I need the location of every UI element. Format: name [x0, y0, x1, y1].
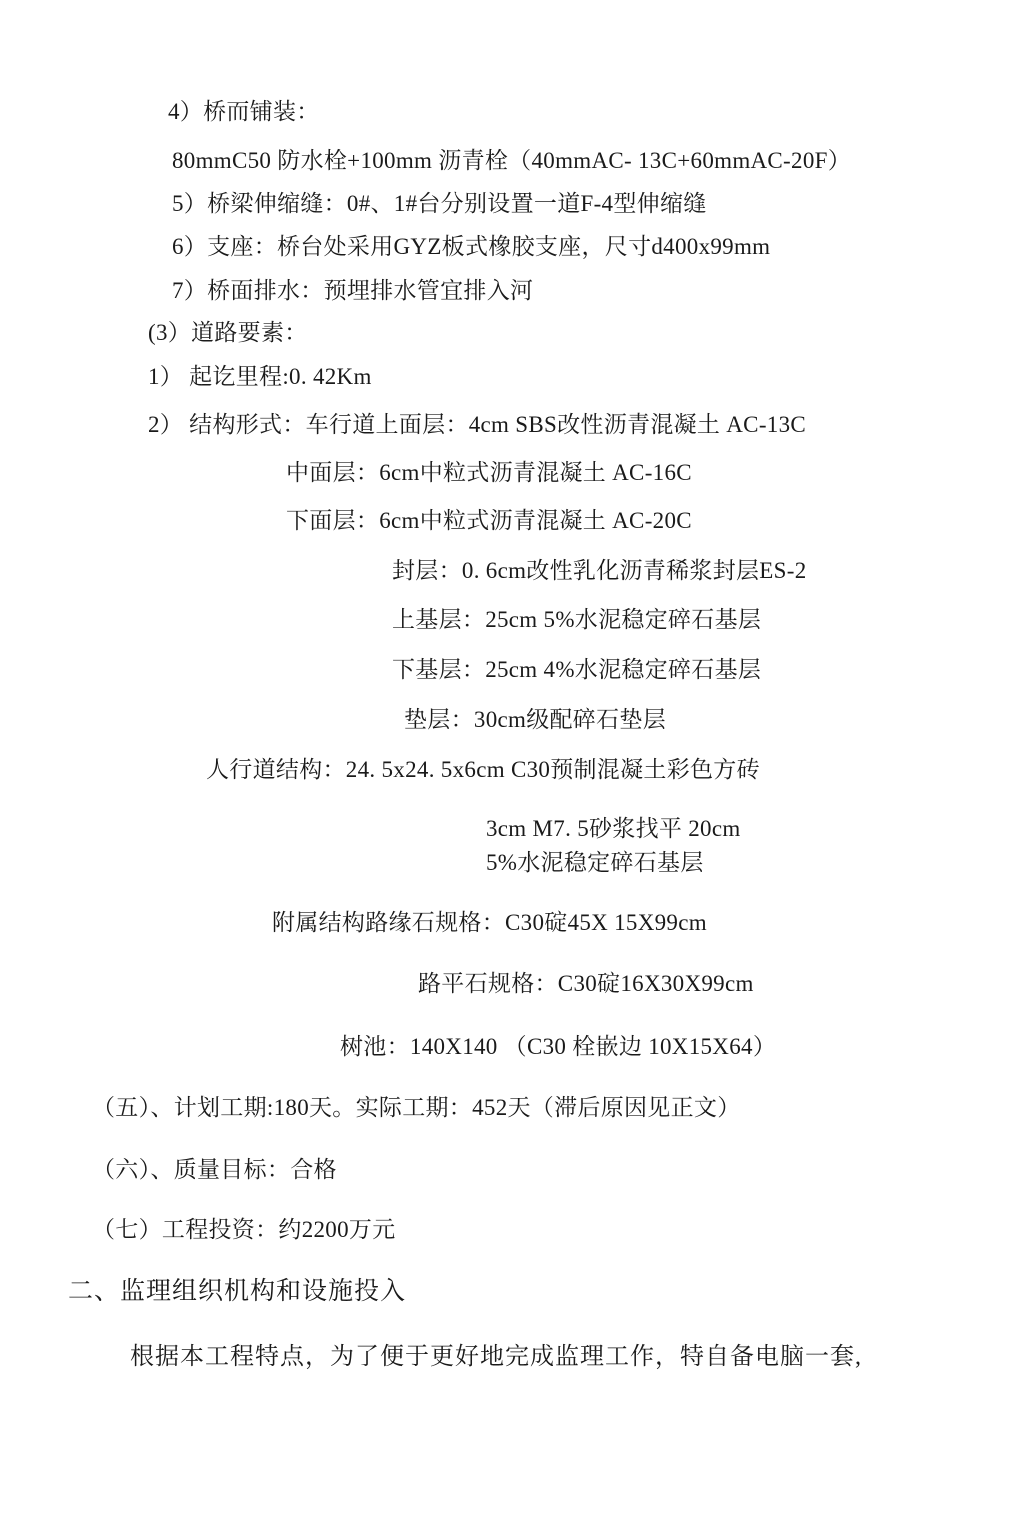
section-two-paragraph: 根据本工程特点，为了便于更好地完成监理工作，特自备电脑一套, — [130, 1344, 862, 1370]
structure-intro-line: 2） 结构形式：车行道上面层：4cm SBS改性沥青混凝土 AC-13C — [148, 412, 807, 437]
bearing-line: 6）支座：桥台处采用GYZ板式橡胶支座，尺寸d400x99mm — [172, 234, 771, 259]
sidewalk-base-line: 5%水泥稳定碎石基层 — [486, 850, 704, 875]
sidewalk-line: 人行道结构：24. 5x24. 5x6cm C30预制混凝土彩色方砖 — [206, 757, 760, 782]
expansion-joint-line: 5）桥梁伸缩缝：0#、1#台分别设置一道F-4型伸缩缝 — [172, 191, 707, 216]
cushion-line: 垫层：30cm级配碎石垫层 — [404, 707, 666, 732]
middle-layer-line: 中面层：6cm中粒式沥青混凝土 AC-16C — [286, 460, 692, 485]
road-section-title: (3）道路要素： — [148, 320, 308, 345]
curb-line: 附属结构路缘石规格：C30碇45X 15X99cm — [272, 910, 707, 935]
quality-line: （六）、质量目标：合格 — [92, 1157, 337, 1182]
deck-paving-title: 4）桥而铺装： — [168, 99, 320, 124]
upper-base-line: 上基层：25cm 5%水泥稳定碎石基层 — [392, 607, 762, 632]
drainage-line: 7）桥面排水：预埋排水管宜排入河 — [172, 278, 534, 303]
mileage-line: 1） 起讫里程:0. 42Km — [148, 364, 372, 389]
deck-paving-detail: 80mmC50 防水栓+100mm 沥青栓（40mmAC- 13C+60mmAC-20F） — [172, 148, 852, 173]
investment-line: （七）工程投资：约2200万元 — [92, 1217, 396, 1242]
sidewalk-mortar-line: 3cm M7. 5砂浆找平 20cm — [486, 816, 741, 841]
lower-layer-line: 下面层：6cm中粒式沥青混凝土 AC-20C — [286, 508, 692, 533]
schedule-line: （五）、计划工期:180天。实际工期：452天（滞后原因见正文） — [92, 1095, 741, 1120]
seal-layer-line: 封层：0. 6cm改性乳化沥青稀浆封层ES-2 — [392, 558, 807, 583]
lower-base-line: 下基层：25cm 4%水泥稳定碎石基层 — [392, 657, 762, 682]
tree-pit-line: 树池：140X140 （C30 栓嵌边 10X15X64） — [340, 1034, 777, 1059]
flat-stone-line: 路平石规格：C30碇16X30X99cm — [418, 971, 754, 996]
section-two-heading: 二、监理组织机构和设施投入 — [68, 1278, 407, 1305]
